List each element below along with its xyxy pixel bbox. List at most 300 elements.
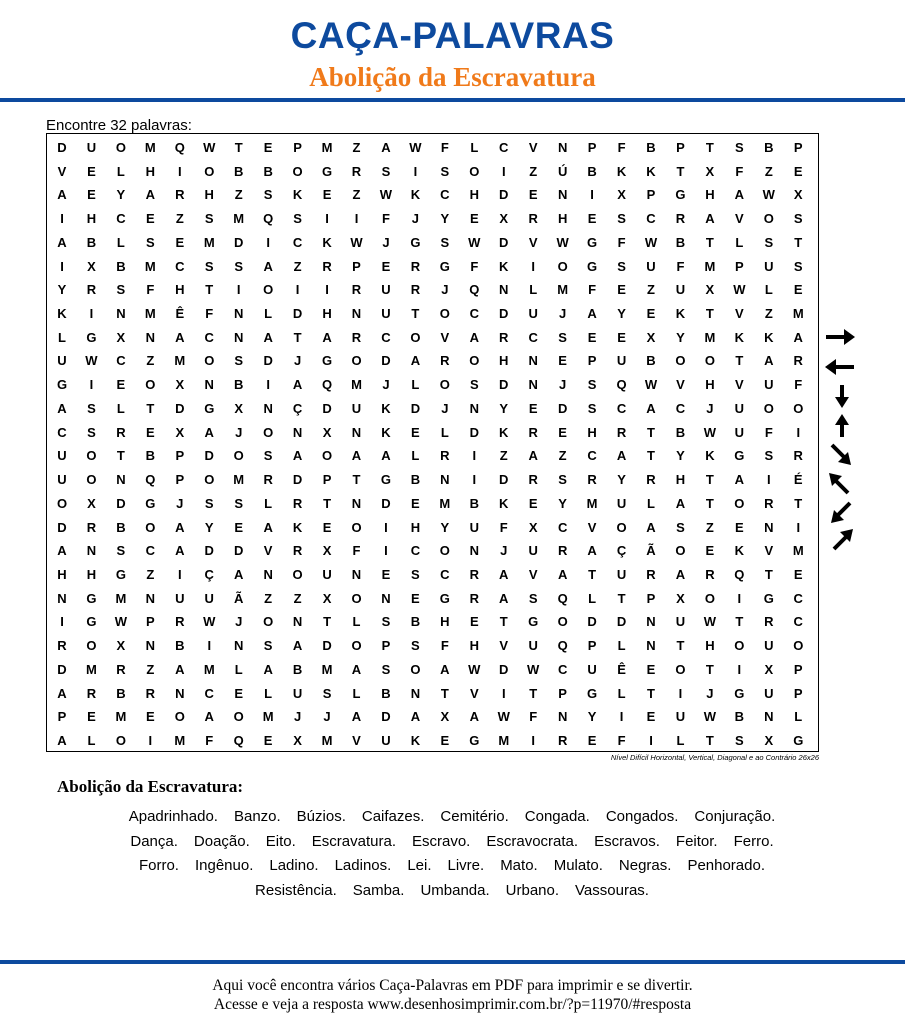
grid-cell[interactable]: L	[617, 638, 626, 654]
grid-cell[interactable]: K	[292, 519, 303, 535]
grid-cell[interactable]: F	[764, 424, 773, 440]
grid-cell[interactable]: H	[322, 306, 332, 322]
grid-cell[interactable]: S	[558, 472, 567, 488]
grid-cell[interactable]: X	[116, 329, 126, 345]
grid-cell[interactable]: N	[528, 377, 538, 393]
grid-cell[interactable]: R	[410, 258, 421, 274]
grid-cell[interactable]: C	[646, 211, 656, 227]
grid-cell[interactable]: D	[292, 306, 303, 322]
grid-cell[interactable]: A	[410, 353, 421, 369]
grid-cell[interactable]: F	[617, 234, 626, 250]
grid-cell[interactable]: A	[292, 448, 303, 464]
grid-cell[interactable]: R	[646, 566, 656, 582]
grid-cell[interactable]: O	[86, 472, 97, 488]
grid-cell[interactable]: J	[706, 685, 714, 701]
grid-cell[interactable]: Q	[557, 590, 568, 606]
grid-cell[interactable]: O	[351, 638, 362, 654]
grid-cell[interactable]: L	[58, 329, 66, 345]
grid-cell[interactable]: Y	[587, 709, 597, 725]
grid-cell[interactable]: W	[703, 424, 717, 440]
grid-cell[interactable]: I	[531, 258, 535, 274]
grid-cell[interactable]: G	[469, 733, 480, 748]
grid-cell[interactable]: L	[735, 234, 744, 250]
grid-cell[interactable]: C	[410, 543, 421, 559]
grid-cell[interactable]: R	[440, 448, 450, 464]
grid-cell[interactable]: A	[145, 187, 156, 203]
grid-cell[interactable]: S	[735, 140, 744, 155]
grid-cell[interactable]: M	[144, 140, 156, 155]
grid-cell[interactable]: E	[234, 685, 244, 701]
grid-cell[interactable]: M	[321, 140, 333, 155]
grid-cell[interactable]: H	[557, 211, 568, 227]
grid-cell[interactable]: E	[263, 140, 273, 155]
grid-cell[interactable]: R	[86, 685, 97, 701]
grid-cell[interactable]: V	[440, 329, 450, 345]
grid-cell[interactable]: W	[203, 140, 216, 155]
grid-cell[interactable]: O	[439, 377, 450, 393]
grid-cell[interactable]: G	[410, 234, 421, 250]
grid-cell[interactable]: A	[528, 448, 538, 464]
grid-cell[interactable]: M	[439, 495, 451, 511]
grid-cell[interactable]: M	[262, 709, 274, 725]
grid-cell[interactable]: F	[617, 733, 626, 748]
grid-cell[interactable]: O	[351, 590, 362, 606]
grid-cell[interactable]: G	[321, 163, 333, 179]
grid-cell[interactable]: I	[384, 519, 388, 535]
grid-cell[interactable]: K	[499, 258, 509, 274]
grid-cell[interactable]: N	[351, 424, 362, 440]
grid-cell[interactable]: R	[175, 614, 185, 630]
grid-cell[interactable]: X	[175, 424, 185, 440]
grid-cell[interactable]: J	[323, 709, 331, 725]
grid-cell[interactable]: A	[57, 187, 67, 203]
grid-cell[interactable]: F	[146, 282, 155, 298]
grid-cell[interactable]: U	[587, 661, 597, 677]
grid-cell[interactable]: S	[234, 353, 244, 369]
grid-cell[interactable]: E	[146, 211, 155, 227]
grid-cell[interactable]: W	[85, 353, 98, 369]
grid-cell[interactable]: L	[411, 377, 420, 393]
grid-cell[interactable]: L	[411, 448, 420, 464]
grid-cell[interactable]: A	[57, 733, 67, 748]
grid-cell[interactable]: F	[529, 709, 538, 725]
grid-cell[interactable]: Y	[558, 495, 567, 511]
grid-cell[interactable]: F	[352, 543, 361, 559]
grid-cell[interactable]: B	[734, 709, 745, 725]
grid-cell[interactable]: S	[381, 163, 391, 179]
grid-cell[interactable]: A	[646, 400, 656, 416]
grid-cell[interactable]: S	[322, 685, 332, 701]
grid-cell[interactable]: E	[705, 543, 715, 559]
grid-cell[interactable]: T	[676, 638, 685, 654]
grid-cell[interactable]: W	[703, 709, 717, 725]
grid-cell[interactable]: I	[148, 733, 153, 748]
grid-cell[interactable]: S	[587, 400, 597, 416]
grid-cell[interactable]: Q	[174, 140, 185, 155]
grid-cell[interactable]: A	[764, 353, 774, 369]
grid-cell[interactable]: N	[175, 685, 185, 701]
grid-cell[interactable]: F	[499, 519, 508, 535]
grid-cell[interactable]: A	[587, 306, 597, 322]
grid-cell[interactable]: E	[646, 709, 656, 725]
grid-cell[interactable]: U	[675, 282, 686, 298]
grid-cell[interactable]: R	[351, 163, 362, 179]
grid-cell[interactable]: O	[439, 543, 450, 559]
grid-cell[interactable]: E	[87, 163, 96, 179]
grid-cell[interactable]: P	[587, 638, 597, 654]
grid-cell[interactable]: A	[616, 448, 627, 464]
grid-cell[interactable]: O	[410, 329, 421, 345]
grid-cell[interactable]: C	[557, 519, 568, 535]
grid-cell[interactable]: G	[86, 329, 97, 345]
grid-cell[interactable]: H	[86, 566, 97, 582]
grid-cell[interactable]: X	[175, 377, 185, 393]
grid-cell[interactable]: G	[587, 685, 598, 701]
grid-cell[interactable]: B	[233, 377, 244, 393]
grid-cell[interactable]: B	[410, 614, 421, 630]
grid-cell[interactable]: O	[263, 424, 274, 440]
grid-cell[interactable]: O	[263, 282, 274, 298]
grid-cell[interactable]: H	[175, 282, 185, 298]
grid-cell[interactable]: C	[499, 140, 509, 155]
grid-cell[interactable]: A	[440, 661, 450, 677]
grid-cell[interactable]: P	[793, 685, 803, 701]
grid-cell[interactable]: Z	[764, 306, 773, 322]
grid-cell[interactable]: N	[145, 329, 156, 345]
grid-cell[interactable]: R	[116, 424, 126, 440]
grid-cell[interactable]: I	[325, 282, 329, 298]
grid-cell[interactable]: P	[175, 472, 185, 488]
grid-cell[interactable]: N	[351, 566, 362, 582]
grid-cell[interactable]: T	[205, 282, 214, 298]
grid-cell[interactable]: N	[381, 590, 391, 606]
grid-cell[interactable]: E	[587, 329, 597, 345]
grid-cell[interactable]: S	[204, 211, 214, 227]
grid-cell[interactable]: R	[351, 329, 362, 345]
grid-cell[interactable]: P	[646, 187, 656, 203]
grid-cell[interactable]: G	[587, 258, 598, 274]
grid-cell[interactable]: C	[145, 543, 156, 559]
grid-cell[interactable]: M	[586, 495, 598, 511]
grid-cell[interactable]: L	[264, 685, 273, 701]
grid-cell[interactable]: O	[145, 377, 156, 393]
grid-cell[interactable]: Ê	[175, 306, 185, 322]
grid-cell[interactable]: W	[527, 661, 540, 677]
grid-cell[interactable]: R	[116, 661, 126, 677]
grid-cell[interactable]: D	[116, 495, 126, 511]
grid-cell[interactable]: U	[381, 733, 391, 748]
grid-cell[interactable]: Y	[204, 519, 214, 535]
grid-cell[interactable]: U	[381, 306, 391, 322]
grid-cell[interactable]: U	[764, 377, 774, 393]
grid-cell[interactable]: T	[794, 495, 803, 511]
grid-cell[interactable]: S	[204, 495, 214, 511]
grid-cell[interactable]: E	[116, 377, 126, 393]
grid-cell[interactable]: Ç	[204, 566, 214, 582]
grid-cell[interactable]: U	[57, 353, 67, 369]
grid-cell[interactable]: A	[233, 566, 244, 582]
grid-cell[interactable]: O	[145, 519, 156, 535]
grid-cell[interactable]: A	[381, 448, 391, 464]
grid-cell[interactable]: Q	[616, 377, 627, 393]
grid-cell[interactable]: C	[204, 329, 214, 345]
grid-cell[interactable]: V	[735, 306, 744, 322]
grid-cell[interactable]: W	[733, 282, 746, 298]
grid-cell[interactable]: E	[263, 733, 273, 748]
grid-cell[interactable]: E	[87, 709, 96, 725]
grid-cell[interactable]: G	[763, 590, 774, 606]
grid-cell[interactable]: O	[734, 638, 745, 654]
grid-cell[interactable]: R	[705, 566, 715, 582]
grid-cell[interactable]: B	[381, 685, 391, 701]
grid-cell[interactable]: A	[292, 377, 303, 393]
grid-cell[interactable]: O	[675, 353, 686, 369]
grid-cell[interactable]: E	[617, 329, 626, 345]
grid-cell[interactable]: K	[646, 163, 656, 179]
grid-cell[interactable]: S	[793, 211, 803, 227]
grid-cell[interactable]: N	[469, 400, 479, 416]
grid-cell[interactable]: W	[350, 234, 363, 250]
grid-cell[interactable]: L	[794, 709, 803, 725]
grid-cell[interactable]: C	[440, 566, 450, 582]
grid-cell[interactable]: P	[293, 140, 302, 155]
grid-cell[interactable]: L	[264, 495, 273, 511]
grid-cell[interactable]: T	[234, 140, 243, 155]
grid-cell[interactable]: H	[705, 377, 715, 393]
grid-cell[interactable]: M	[174, 353, 186, 369]
grid-cell[interactable]: B	[175, 638, 185, 654]
grid-cell[interactable]: I	[619, 709, 624, 725]
grid-cell[interactable]: V	[587, 519, 597, 535]
grid-cell[interactable]: S	[381, 661, 391, 677]
grid-cell[interactable]: E	[793, 566, 803, 582]
grid-cell[interactable]: H	[410, 519, 421, 535]
grid-cell[interactable]: J	[176, 495, 184, 511]
grid-cell[interactable]: J	[441, 282, 449, 298]
grid-cell[interactable]: Y	[440, 211, 450, 227]
grid-cell[interactable]: V	[528, 140, 538, 155]
grid-cell[interactable]: U	[57, 448, 67, 464]
grid-cell[interactable]: Z	[558, 448, 567, 464]
grid-cell[interactable]: H	[440, 614, 450, 630]
grid-cell[interactable]: X	[87, 495, 96, 511]
grid-cell[interactable]: R	[351, 282, 362, 298]
grid-cell[interactable]: B	[233, 163, 244, 179]
grid-cell[interactable]: H	[705, 638, 715, 654]
grid-cell[interactable]: R	[793, 353, 803, 369]
grid-cell[interactable]: N	[263, 566, 273, 582]
grid-cell[interactable]: O	[233, 709, 244, 725]
grid-cell[interactable]: L	[676, 733, 685, 748]
grid-cell[interactable]: G	[115, 566, 126, 582]
grid-cell[interactable]: J	[235, 424, 243, 440]
grid-cell[interactable]: D	[204, 543, 214, 559]
grid-cell[interactable]: J	[293, 709, 302, 725]
grid-cell[interactable]: B	[292, 661, 303, 677]
grid-cell[interactable]: T	[647, 448, 655, 464]
grid-cell[interactable]: B	[86, 234, 97, 250]
grid-cell[interactable]: H	[675, 472, 686, 488]
grid-cell[interactable]: P	[587, 353, 597, 369]
grid-cell[interactable]: F	[735, 163, 744, 179]
grid-cell[interactable]: R	[292, 495, 303, 511]
grid-cell[interactable]: R	[587, 472, 597, 488]
grid-cell[interactable]: N	[351, 306, 362, 322]
grid-cell[interactable]: D	[175, 400, 185, 416]
grid-cell[interactable]: D	[57, 661, 67, 677]
grid-cell[interactable]: U	[616, 353, 627, 369]
grid-cell[interactable]: L	[529, 282, 538, 298]
grid-cell[interactable]: R	[764, 495, 774, 511]
grid-cell[interactable]: O	[616, 519, 627, 535]
grid-cell[interactable]: X	[322, 424, 332, 440]
grid-cell[interactable]: E	[793, 163, 803, 179]
grid-cell[interactable]: Z	[352, 187, 361, 203]
grid-cell[interactable]: B	[116, 258, 126, 274]
grid-cell[interactable]: O	[763, 400, 774, 416]
grid-cell[interactable]: K	[410, 733, 421, 748]
grid-cell[interactable]: Ç	[292, 400, 303, 416]
grid-cell[interactable]: S	[263, 448, 273, 464]
grid-cell[interactable]: X	[87, 258, 96, 274]
grid-cell[interactable]: O	[204, 472, 215, 488]
grid-cell[interactable]: R	[499, 329, 509, 345]
grid-cell[interactable]: A	[175, 661, 185, 677]
grid-cell[interactable]: V	[735, 377, 744, 393]
grid-cell[interactable]: N	[145, 590, 156, 606]
grid-cell[interactable]: K	[734, 329, 745, 345]
grid-cell[interactable]: C	[793, 590, 803, 606]
grid-cell[interactable]: R	[557, 543, 568, 559]
grid-cell[interactable]: T	[440, 685, 449, 701]
grid-cell[interactable]: Ã	[646, 543, 656, 559]
grid-cell[interactable]: O	[763, 211, 774, 227]
grid-cell[interactable]: X	[116, 638, 126, 654]
grid-cell[interactable]: O	[675, 543, 686, 559]
grid-cell[interactable]: E	[528, 400, 538, 416]
grid-cell[interactable]: N	[528, 353, 538, 369]
grid-cell[interactable]: C	[469, 306, 479, 322]
grid-cell[interactable]: S	[293, 211, 302, 227]
grid-cell[interactable]: S	[440, 234, 450, 250]
grid-cell[interactable]: V	[499, 638, 509, 654]
grid-cell[interactable]: A	[646, 519, 656, 535]
grid-cell[interactable]: R	[440, 353, 450, 369]
grid-cell[interactable]: S	[617, 258, 626, 274]
grid-cell[interactable]: B	[469, 495, 479, 511]
grid-cell[interactable]: B	[675, 424, 686, 440]
grid-cell[interactable]: X	[705, 163, 715, 179]
grid-cell[interactable]: D	[233, 543, 244, 559]
grid-cell[interactable]: K	[381, 400, 391, 416]
grid-cell[interactable]: Z	[352, 140, 361, 155]
grid-cell[interactable]: A	[57, 400, 67, 416]
grid-cell[interactable]: X	[499, 211, 509, 227]
grid-cell[interactable]: T	[676, 163, 685, 179]
grid-cell[interactable]: J	[293, 353, 302, 369]
grid-cell[interactable]: A	[263, 661, 273, 677]
grid-cell[interactable]: F	[588, 282, 597, 298]
grid-cell[interactable]: A	[469, 709, 479, 725]
grid-cell[interactable]: K	[616, 163, 627, 179]
grid-cell[interactable]: J	[559, 306, 567, 322]
grid-cell[interactable]: I	[413, 163, 418, 179]
grid-cell[interactable]: N	[351, 495, 362, 511]
grid-cell[interactable]: L	[264, 306, 273, 322]
grid-cell[interactable]: U	[646, 258, 656, 274]
grid-cell[interactable]: R	[86, 519, 97, 535]
grid-cell[interactable]: E	[234, 519, 244, 535]
grid-cell[interactable]: D	[499, 187, 509, 203]
grid-cell[interactable]: L	[352, 614, 361, 630]
grid-cell[interactable]: S	[234, 495, 244, 511]
grid-cell[interactable]: I	[649, 733, 653, 748]
grid-cell[interactable]: S	[87, 400, 96, 416]
grid-cell[interactable]: M	[115, 590, 127, 606]
grid-cell[interactable]: X	[293, 733, 302, 748]
grid-cell[interactable]: N	[764, 709, 774, 725]
grid-cell[interactable]: W	[379, 187, 393, 203]
grid-cell[interactable]: B	[587, 163, 597, 179]
grid-cell[interactable]: N	[204, 377, 214, 393]
grid-cell[interactable]: E	[528, 187, 538, 203]
grid-cell[interactable]: A	[204, 709, 214, 725]
grid-cell[interactable]: I	[89, 306, 94, 322]
grid-cell[interactable]: V	[528, 566, 538, 582]
grid-cell[interactable]: M	[498, 733, 510, 748]
grid-cell[interactable]: W	[468, 661, 481, 677]
grid-cell[interactable]: L	[116, 400, 125, 416]
grid-cell[interactable]: L	[617, 685, 626, 701]
grid-cell[interactable]: Z	[647, 282, 655, 298]
grid-cell[interactable]: R	[675, 211, 686, 227]
grid-cell[interactable]: Q	[145, 472, 156, 488]
grid-cell[interactable]: D	[57, 140, 67, 155]
grid-cell[interactable]: T	[323, 495, 332, 511]
grid-cell[interactable]: S	[87, 424, 96, 440]
grid-cell[interactable]: O	[115, 733, 126, 748]
grid-cell[interactable]: D	[499, 377, 509, 393]
grid-cell[interactable]: K	[322, 234, 332, 250]
grid-cell[interactable]: X	[764, 733, 774, 748]
grid-cell[interactable]: P	[735, 258, 744, 274]
grid-cell[interactable]: E	[617, 282, 626, 298]
grid-cell[interactable]: I	[796, 519, 801, 535]
grid-cell[interactable]: W	[762, 187, 775, 203]
grid-cell[interactable]: I	[295, 282, 300, 298]
grid-cell[interactable]: V	[469, 685, 479, 701]
grid-cell[interactable]: V	[676, 377, 685, 393]
grid-cell[interactable]: D	[292, 472, 303, 488]
grid-cell[interactable]: O	[292, 566, 303, 582]
grid-cell[interactable]: G	[56, 377, 68, 393]
grid-cell[interactable]: I	[236, 282, 241, 298]
grid-cell[interactable]: H	[469, 187, 479, 203]
grid-cell[interactable]: D	[381, 495, 391, 511]
grid-cell[interactable]: D	[587, 614, 597, 630]
grid-cell[interactable]: T	[411, 306, 420, 322]
grid-cell[interactable]: Ã	[233, 590, 244, 606]
grid-cell[interactable]: H	[705, 187, 715, 203]
grid-cell[interactable]: U	[675, 614, 686, 630]
grid-cell[interactable]: A	[557, 566, 568, 582]
grid-cell[interactable]: G	[380, 472, 391, 488]
grid-cell[interactable]: A	[351, 448, 362, 464]
grid-cell[interactable]: G	[734, 685, 745, 701]
grid-cell[interactable]: N	[116, 472, 126, 488]
grid-cell[interactable]: A	[292, 638, 303, 654]
grid-cell[interactable]: P	[793, 661, 803, 677]
